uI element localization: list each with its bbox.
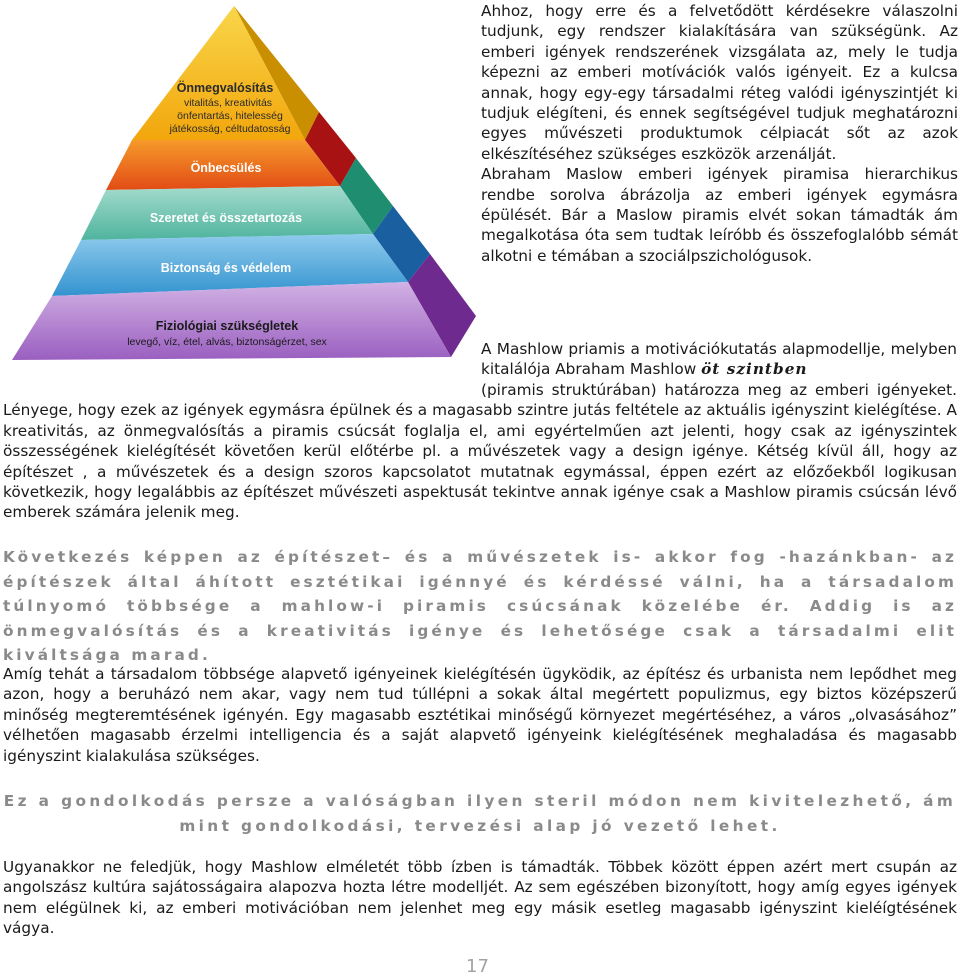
level-1-sub-3: játékosság, céltudatosság	[169, 123, 291, 135]
level-1-title: Önmegvalósítás	[176, 81, 274, 95]
level-1-sub-2: önfentartás, hitelesség	[177, 110, 283, 122]
paragraph-3-text: Ugyanakkor ne feledjük, hogy Mashlow elméletét több ízben is támadták. Többek között éppen azért mert csupán az angolszász kultúra sajátosságaira alapozva hozta létre modelljét. Az sem egészében bizonyított, hogy amíg egyes igények nem elégülnek ki, az emberi motivációban nem jelenhet meg egy másik esetleg magasabb igényszint kieléígtésének vágya.	[3, 858, 957, 938]
level-3-title: Szeretet és összetartozás	[149, 211, 303, 225]
page-number: 17	[466, 956, 489, 977]
paragraph-3	[3, 857, 957, 939]
level-2-title: Önbecsülés	[190, 161, 262, 175]
paragraph-2	[3, 664, 957, 766]
highlight-quote-2: Ez a gondolkodás persze a valóságban ilyen steril módon nem kivitelezhető, ám mint gondolkodási, tervezési alap jó vezető lehet.	[3, 792, 957, 835]
intro-paragraph-2: Abraham Maslow emberi igények piramisa hierarchikus rendbe sorolva ábrázolja az emberi igények egymásra épülését. Bár a Maslow piramis elvét sokan támadták ám megalkotása óta sem tudtak leíróbb és összefoglalóbb sémát alkotni e témában a szociálpszichológusok.	[481, 165, 958, 265]
main-paragraph-continued	[3, 380, 957, 523]
paragraph-2-text: Amíg tehát a társadalom többsége alapvető igényeinek kielégítésén ügyködik, az építész és urbanista nem lepődhet meg azon, hogy a beruházó nem akar, vagy nem tud túllépni a sokak által megértett populizmus, egy biztos középszerű minőség megteremtésének igényén. Egy magasabb esztétikai minőségű környezet megértéséhez, a város „olvasásához” vélhetően magasabb érzelmi intelligencia és a saját alapvető igényeink kielégítésének meghaladása és magasabb igényszint kialakulása szükséges.	[3, 665, 957, 765]
level-5-title: Fiziológiai szükségletek	[155, 319, 299, 333]
level-5-sub-1: levegő, víz, étel, alvás, biztonságérzet, sex	[127, 336, 327, 348]
main-paragraph-after: (piramis struktúrában) határozza meg az emberi igényeket. Lényege, hogy ezek az igények egymásra épülnek és a magasabb szintre jutás feltétele az aktuális igényszint kielégítése. A kreativitás, az önmegvalósítás a piramis csúcsát foglalja el, ami egyértelműen azt jelenti, hogy csak az igényszintek összességének kielégítését követően kerül előtérbe pl. a művészetek vagy a design igénye. Kétség kívül áll, hogy az építészet , a művészetek és a design szoros kapcsolatot mutatnak egymással, éppen ezért az előzőekből logikusan következik, hogy legalábbis az építészet művészeti aspektusát tekintve annak igénye csak a Mashlow piramis csúcsán lévő emberek számára jelenik meg.	[3, 381, 957, 522]
level-1-sub-1: vitalitás, kreativitás	[183, 97, 273, 109]
intro-paragraph-1: Ahhoz, hogy erre és a felvetődött kérdésekre válaszolni tudjunk, egy rendszer kialakítására van szükségünk. Az emberi igények rendszerének vizsgálata az, mely le tudja képezni az emberi motívációk valós igényeit. Ez a kulcsa annak, hogy egy-egy társadalmi réteg valódi igényszintjét ki tudjuk elégíteni, és ennek segítségével tudjuk meghatározni egyes művészeti produktumok célpiacát sőt az azok elkészítéséhez szükséges eszközök arzenálját.	[481, 2, 958, 163]
level-4-title: Biztonság és védelem	[160, 261, 292, 275]
main-paragraph-emphasis: öt szintben	[701, 360, 808, 379]
highlight-quote-1: Következés képpen az építészet– és a művészetek is- akkor fog -hazánkban- az építészek által áhított esztétikai igénnyé és kérdéssé válni, ha a társadalom túlnyomó többsége a mahlow-i piramis csúcsának közelébe ér. Addig is az önmegvalósítás és a kreativitás igénye és lehetősége csak a társadalmi elit kiváltsága marad.	[3, 548, 957, 665]
main-paragraph	[3, 339, 957, 380]
maslow-pyramid-figure	[0, 0, 480, 380]
main-paragraph-before: A Mashlow priamis a motivációkutatás alapmodellje, melyben kitalálója Abraham Mashlow	[481, 340, 957, 379]
intro-column	[481, 1, 958, 266]
